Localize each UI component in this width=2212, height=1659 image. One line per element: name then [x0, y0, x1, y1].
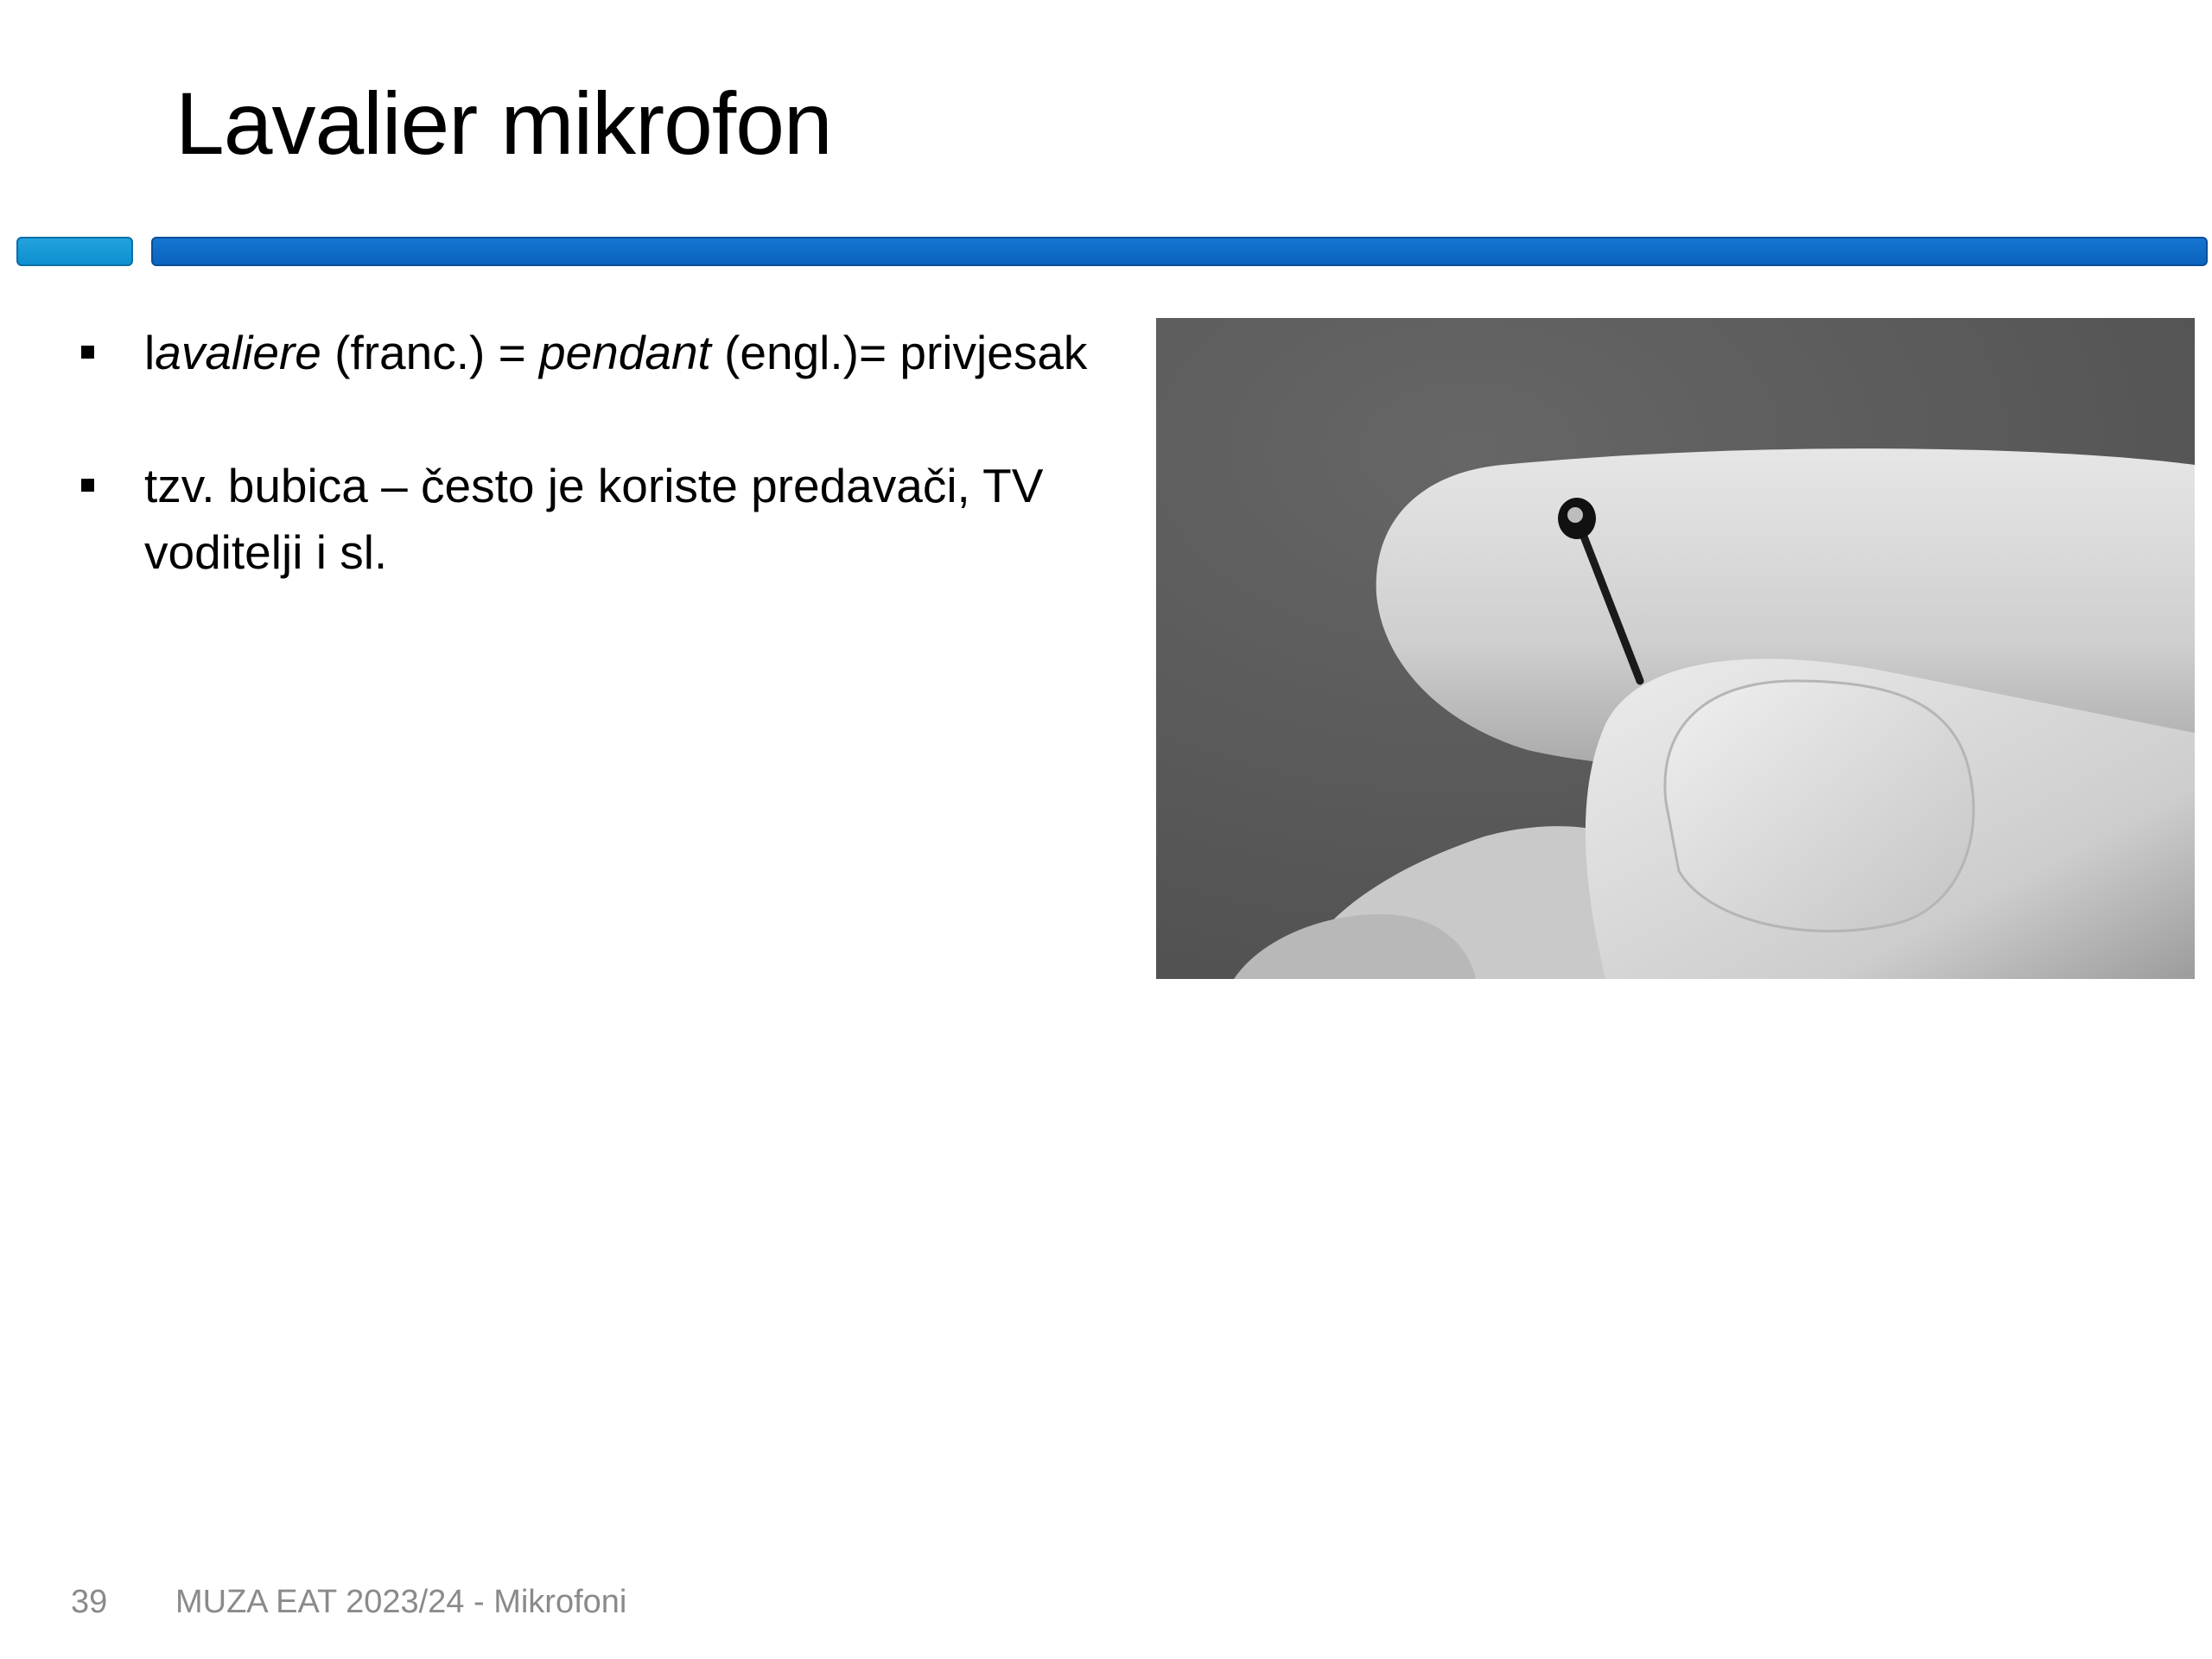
- lavalier-microphone-photo-icon: [1156, 318, 2195, 979]
- bullet-item-bubica: [76, 453, 1096, 586]
- footer-text: MUZA EAT 2023/24 - Mikrofoni: [175, 1584, 627, 1620]
- french-suffix: (franc.) =: [321, 326, 539, 379]
- bullet-item-lavaliere: [76, 320, 1096, 386]
- page-number: 39: [71, 1584, 108, 1620]
- accent-bar-small: [16, 237, 133, 266]
- term-english: pendant: [539, 326, 711, 379]
- english-suffix: (engl.)= privjesak: [710, 326, 1088, 379]
- lavaliere-initial: l: [144, 326, 156, 379]
- bullet-text-lavaliere: [144, 326, 1087, 379]
- bullet-text-bubica: tzv. bubica – često je koriste predavači, TV voditelji i sl.: [144, 459, 1044, 579]
- bullet-list: [76, 320, 1096, 652]
- accent-bar-large: [151, 237, 2208, 266]
- term-french: avaliere: [155, 326, 321, 379]
- bullet-square-icon: [81, 346, 94, 359]
- slide-title: Lavalier mikrofon: [175, 74, 832, 173]
- bullet-square-icon: [81, 479, 94, 492]
- lavalier-microphone-photo: [1156, 318, 2195, 979]
